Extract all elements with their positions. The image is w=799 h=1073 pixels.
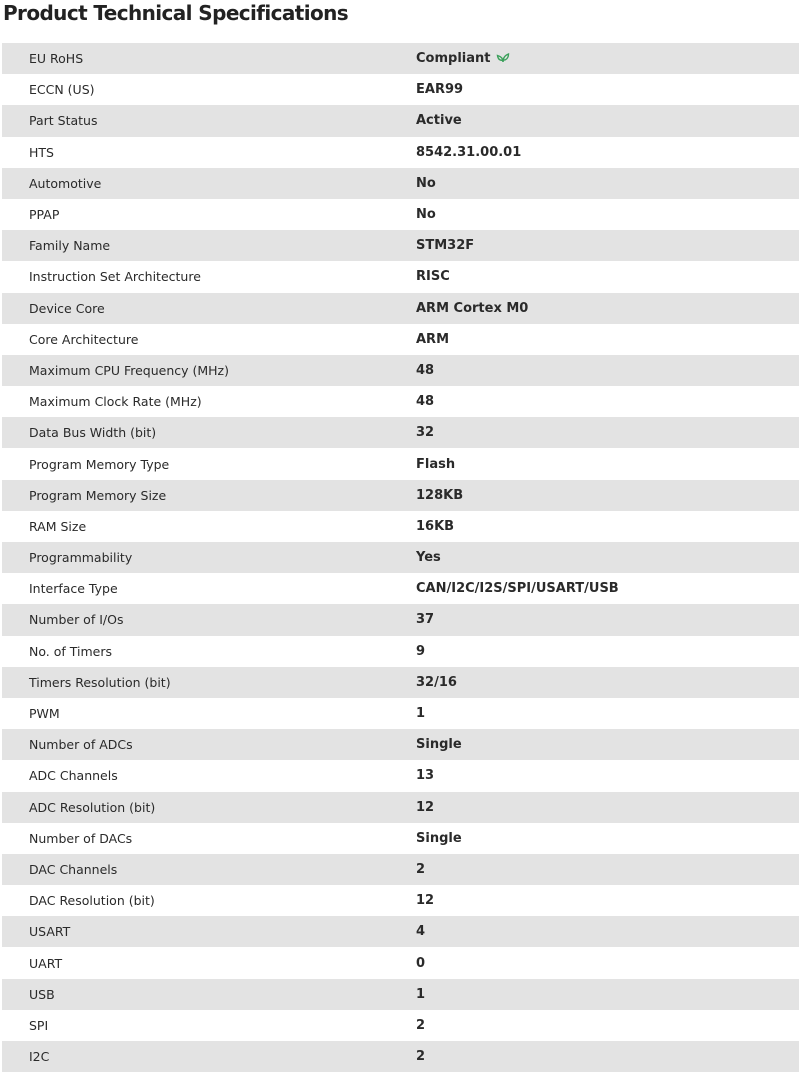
spec-row — [2, 885, 799, 916]
spec-value-cell — [416, 261, 799, 292]
spec-value-cell — [416, 823, 799, 854]
spec-row — [2, 293, 799, 324]
spec-row — [2, 792, 799, 823]
spec-value: 16KB — [416, 518, 455, 534]
spec-value-cell — [416, 105, 799, 136]
spec-row — [2, 573, 799, 604]
spec-value-cell — [416, 854, 799, 885]
spec-row — [2, 823, 799, 854]
spec-value-cell — [416, 355, 799, 386]
spec-row — [2, 636, 799, 667]
spec-label: No. of Timers — [2, 636, 416, 667]
spec-value-cell — [416, 760, 799, 791]
spec-row — [2, 105, 799, 136]
spec-row — [2, 729, 799, 760]
spec-value: ARM Cortex M0 — [416, 300, 529, 316]
spec-label: Maximum CPU Frequency (MHz) — [2, 355, 416, 386]
spec-label: PWM — [2, 698, 416, 729]
spec-row — [2, 355, 799, 386]
spec-label: SPI — [2, 1010, 416, 1041]
leaf-icon — [496, 51, 510, 63]
spec-value: 13 — [416, 768, 435, 784]
spec-row — [2, 667, 799, 698]
spec-row — [2, 43, 799, 74]
spec-row — [2, 760, 799, 791]
spec-value: 12 — [416, 893, 435, 909]
spec-label: Instruction Set Architecture — [2, 261, 416, 292]
spec-row — [2, 324, 799, 355]
spec-label: Program Memory Size — [2, 480, 416, 511]
spec-row — [2, 448, 799, 479]
spec-row — [2, 698, 799, 729]
spec-value-cell — [416, 979, 799, 1010]
spec-value: 1 — [416, 986, 426, 1002]
spec-value-cell — [416, 324, 799, 355]
spec-label: USB — [2, 979, 416, 1010]
spec-value-cell — [416, 542, 799, 573]
spec-value: 32/16 — [416, 674, 457, 690]
spec-label: RAM Size — [2, 511, 416, 542]
spec-value-cell — [416, 636, 799, 667]
specs-table-body — [2, 43, 799, 1072]
spec-value: 0 — [416, 955, 426, 971]
spec-value: Yes — [416, 550, 441, 566]
spec-label: DAC Resolution (bit) — [2, 885, 416, 916]
spec-value: 48 — [416, 394, 435, 410]
spec-row — [2, 199, 799, 230]
spec-label: ADC Channels — [2, 760, 416, 791]
spec-row — [2, 542, 799, 573]
spec-label: Number of ADCs — [2, 729, 416, 760]
spec-value: Active — [416, 113, 462, 129]
spec-row — [2, 261, 799, 292]
page-title: Product Technical Specifications — [3, 1, 349, 25]
spec-row — [2, 74, 799, 105]
spec-label: ADC Resolution (bit) — [2, 792, 416, 823]
spec-value: 48 — [416, 362, 435, 378]
spec-value: 12 — [416, 799, 435, 815]
spec-value-cell — [416, 511, 799, 542]
spec-value: 1 — [416, 706, 426, 722]
spec-value-cell — [416, 573, 799, 604]
spec-value-cell — [416, 293, 799, 324]
spec-value-cell — [416, 885, 799, 916]
spec-row — [2, 947, 799, 978]
spec-value-cell — [416, 480, 799, 511]
spec-value: CAN/I2C/I2S/SPI/USART/USB — [416, 581, 619, 597]
spec-value: 9 — [416, 643, 426, 659]
spec-label: I2C — [2, 1041, 416, 1072]
spec-value: 8542.31.00.01 — [416, 144, 522, 160]
spec-label: Number of I/Os — [2, 604, 416, 635]
spec-label: Interface Type — [2, 573, 416, 604]
spec-label: HTS — [2, 137, 416, 168]
spec-value-cell — [416, 698, 799, 729]
spec-value-cell — [416, 137, 799, 168]
spec-value-cell — [416, 792, 799, 823]
spec-value: Flash — [416, 456, 456, 472]
spec-value: 2 — [416, 1017, 426, 1033]
spec-value-cell — [416, 1010, 799, 1041]
spec-row — [2, 386, 799, 417]
spec-row — [2, 979, 799, 1010]
spec-label: Device Core — [2, 293, 416, 324]
spec-value: No — [416, 207, 436, 223]
spec-value-cell — [416, 604, 799, 635]
spec-label: Data Bus Width (bit) — [2, 417, 416, 448]
specs-table — [2, 43, 799, 1072]
spec-value-cell — [416, 729, 799, 760]
spec-row — [2, 137, 799, 168]
spec-label: Timers Resolution (bit) — [2, 667, 416, 698]
spec-label: Part Status — [2, 105, 416, 136]
spec-row — [2, 230, 799, 261]
spec-value: STM32F — [416, 238, 475, 254]
spec-value: 2 — [416, 1049, 426, 1065]
spec-value: RISC — [416, 269, 450, 285]
spec-label: USART — [2, 916, 416, 947]
spec-value: 37 — [416, 612, 435, 628]
spec-value: Single — [416, 737, 462, 753]
spec-label: Programmability — [2, 542, 416, 573]
spec-row — [2, 511, 799, 542]
spec-label: UART — [2, 947, 416, 978]
spec-row — [2, 1041, 799, 1072]
spec-value-cell — [416, 386, 799, 417]
spec-label: Program Memory Type — [2, 448, 416, 479]
spec-label: Maximum Clock Rate (MHz) — [2, 386, 416, 417]
spec-value-cell — [416, 916, 799, 947]
spec-row — [2, 480, 799, 511]
spec-value-cell — [416, 74, 799, 105]
spec-label: DAC Channels — [2, 854, 416, 885]
spec-row — [2, 168, 799, 199]
spec-value: 128KB — [416, 487, 464, 503]
spec-value-cell — [416, 1041, 799, 1072]
spec-label: Family Name — [2, 230, 416, 261]
spec-row — [2, 417, 799, 448]
spec-value-cell — [416, 168, 799, 199]
spec-label: Automotive — [2, 168, 416, 199]
spec-value: Single — [416, 830, 462, 846]
spec-row — [2, 604, 799, 635]
spec-label: Core Architecture — [2, 324, 416, 355]
spec-value-cell — [416, 947, 799, 978]
spec-label: Number of DACs — [2, 823, 416, 854]
spec-value: ARM — [416, 331, 450, 347]
spec-label: ECCN (US) — [2, 74, 416, 105]
spec-value-cell — [416, 448, 799, 479]
spec-value: 2 — [416, 861, 426, 877]
spec-row — [2, 916, 799, 947]
spec-label: PPAP — [2, 199, 416, 230]
spec-value: 4 — [416, 924, 426, 940]
spec-row — [2, 1010, 799, 1041]
spec-value: 32 — [416, 425, 435, 441]
spec-value: Compliant — [416, 51, 491, 67]
spec-value-cell — [416, 667, 799, 698]
spec-value: EAR99 — [416, 82, 464, 98]
spec-value-cell — [416, 230, 799, 261]
spec-value-cell — [416, 417, 799, 448]
spec-value-cell — [416, 199, 799, 230]
spec-value-cell — [416, 43, 799, 74]
spec-label: EU RoHS — [2, 43, 416, 74]
spec-row — [2, 854, 799, 885]
spec-value: No — [416, 175, 436, 191]
